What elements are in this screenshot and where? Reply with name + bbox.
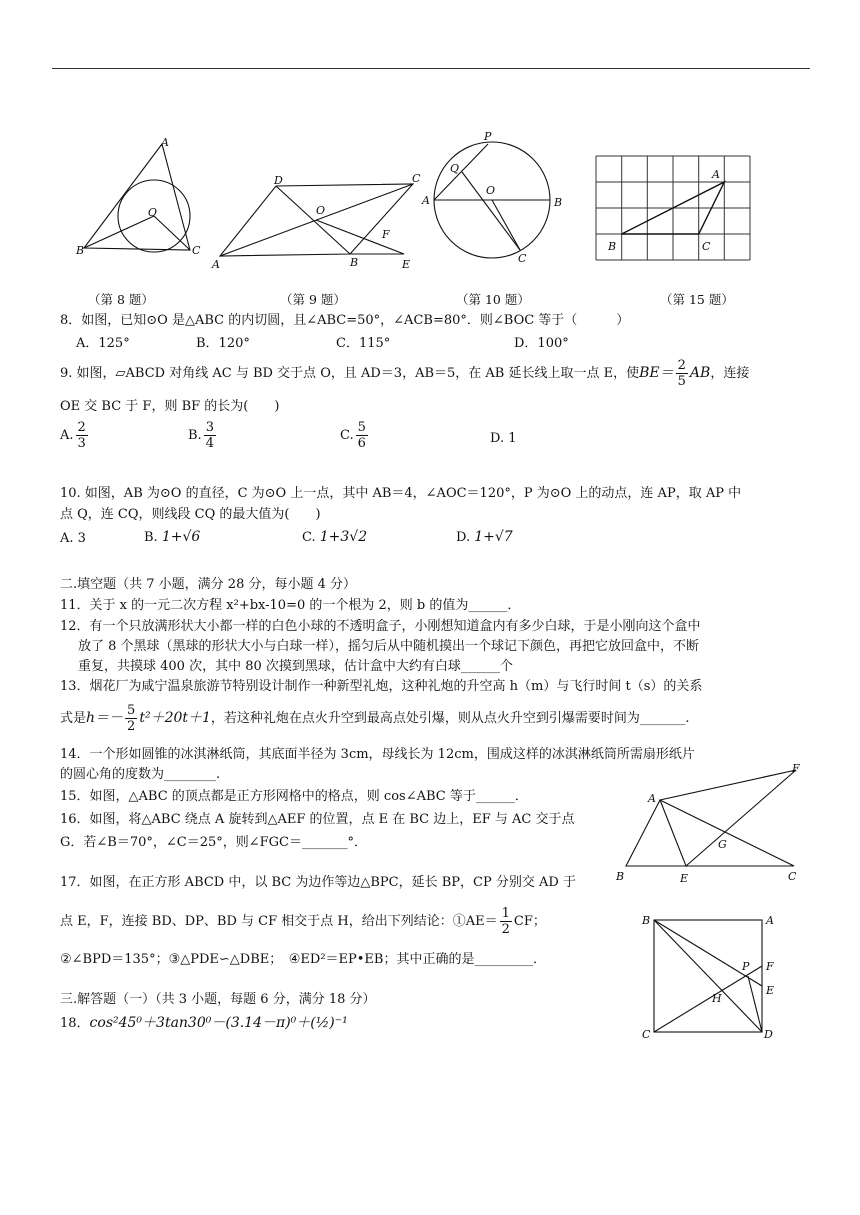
q10-option-a: A. 3 <box>60 531 86 546</box>
f8-label: A <box>161 136 169 149</box>
section-2-heading: 二.填空题（共 7 小题，满分 28 分，每小题 4 分） <box>60 577 357 592</box>
question-9-line1: 9. 如图，▱ABCD 对角线 AC 与 BD 交于点 O，且 AD＝3，AB＝5，在 AB 延长线上取一点 E，使BE＝ $\frac{2}{5}$ AB，连接 <box>60 358 750 389</box>
f16-label: B <box>616 870 625 883</box>
f16-label: G <box>718 838 727 851</box>
question-16-line: 16．如图，将△ABC 绕点 A 旋转到△AEF 的位置，点 E 在 BC 边上，EF 与 AC 交于点 <box>60 812 575 827</box>
question-15: 15．如图，△ABC 的顶点都是正方形网格中的格点，则 cos∠ABC 等于______． <box>60 789 528 804</box>
q10-option-d: D. 1+√7 <box>456 529 513 545</box>
figure-8 <box>74 136 204 260</box>
f8-label: O <box>148 206 158 219</box>
f10-label: Q <box>450 162 460 175</box>
fraction: $\frac{2}{5}$ <box>677 358 686 389</box>
figure-9 <box>208 168 428 272</box>
q8-option-a: A．125° <box>76 336 130 351</box>
f10-label: P <box>484 130 492 143</box>
question-11: 11．关于 x 的一元二次方程 x²+bx-10=0 的一个根为 2，则 b 的值为______． <box>60 598 521 613</box>
figure-caption: （第 10 题） <box>456 292 530 307</box>
question-17-line2: 点 E，F，连接 BD、DP、BD 与 CF 相交于点 H，给出下列结论：①AE＝ $\frac{1}{2}$ CF； <box>60 906 546 937</box>
figure-caption: （第 9 题） <box>280 292 346 307</box>
f17-label: H <box>712 992 722 1005</box>
f9-label: F <box>382 228 390 241</box>
q9-option-d: D. 1 <box>490 431 517 446</box>
q8-option-c: C．115° <box>336 336 391 351</box>
q9-option-b: B. $\frac{3}{4}$ <box>188 420 214 451</box>
f17-label: D <box>764 1028 773 1041</box>
f9-label: C <box>412 172 421 185</box>
f15-label: A <box>712 168 720 181</box>
q8-option-d: D．100° <box>514 336 569 351</box>
figure-caption: （第 8 题） <box>88 292 154 307</box>
f16-label: A <box>648 792 656 805</box>
q8-option-b: B．120° <box>196 336 250 351</box>
question-17-line3: ②∠BPD＝135°；③△PDE∽△DBE； ④ED²＝EP•EB；其中正确的是_________． <box>60 952 546 967</box>
question-16-line: G．若∠B＝70°，∠C＝25°，则∠FGC＝_______°． <box>60 835 367 850</box>
f17-label: C <box>642 1028 651 1041</box>
header-rule <box>52 68 810 69</box>
f9-label: O <box>316 204 326 217</box>
figure-17 <box>638 908 784 1042</box>
f17-label: P <box>742 960 750 973</box>
f10-label: O <box>486 184 496 197</box>
question-13-line1: 13．烟花厂为咸宁温泉旅游节特别设计制作一种新型礼炮，这种礼炮的升空高 h（m）与飞行时间 t（s）的关系 <box>60 679 703 694</box>
question-12-line: 重复，共摸球 400 次，其中 80 次摸到黑球，估计盒中大约有白球______个 <box>78 659 513 674</box>
f16-label: C <box>788 870 797 883</box>
f17-label: B <box>642 914 651 927</box>
figure-15 <box>590 150 756 272</box>
f10-label: B <box>554 196 563 209</box>
question-9-line2: OE 交 BC 于 F，则 BF 的长为( ) <box>60 399 280 414</box>
f10-label: C <box>518 252 527 265</box>
f17-label: F <box>766 960 774 973</box>
q9-option-a: A. $\frac{2}{3}$ <box>60 420 86 451</box>
question-10-line2: 点 Q，连 CQ，则线段 CQ 的最大值为( ) <box>60 507 321 522</box>
question-10-line1: 10. 如图，AB 为⊙O 的直径，C 为⊙O 上一点，其中 AB＝4，∠AOC＝120°，P 为⊙O 上的动点，连 AP，取 AP 中 <box>60 486 742 501</box>
f17-label: A <box>766 914 774 927</box>
q10-option-c: C. 1+3√2 <box>302 529 368 545</box>
f9-label: B <box>350 256 359 269</box>
f16-label: F <box>792 762 800 775</box>
f15-label: B <box>608 240 617 253</box>
question-17-line1: 17．如图，在正方形 ABCD 中，以 BC 为边作等边△BPC，延长 BP，CP 分别交 AD 于 <box>60 875 576 890</box>
question-14-line: 的圆心角的度数为________. <box>60 767 221 782</box>
f9-label: D <box>274 174 283 187</box>
q10-option-b: B. 1+√6 <box>144 529 201 545</box>
question-13-line2: 式是h＝－ $\frac{5}{2}$ t²＋20t＋1，若这种礼炮在点火升空到最高点处引爆，则从点火升空到引爆需要时间为_______. <box>60 703 690 734</box>
question-8-text: 8．如图，已知⊙O 是△ABC 的内切圆，且∠ABC=50°，∠ACB=80°．则∠BOC 等于（ ） <box>60 313 630 328</box>
question-12-line: 放了 8 个黑球（黑球的形状大小与白球一样），摇匀后从中随机摸出一个球记下颜色，再把它放回盒中，不断 <box>78 639 700 654</box>
f10-label: A <box>422 194 430 207</box>
f8-label: C <box>192 244 201 257</box>
f9-label: A <box>212 258 220 271</box>
figure-caption: （第 15 题） <box>660 292 734 307</box>
f15-label: C <box>702 240 711 253</box>
q9-option-c: C. $\frac{5}{6}$ <box>340 420 366 451</box>
f8-label: B <box>76 244 85 257</box>
question-18: 18．cos²45⁰＋3tan30⁰－(3.14－π)⁰＋(½)⁻¹ <box>60 1015 348 1031</box>
figure-16 <box>612 762 812 886</box>
question-14-line: 14．一个形如圆锥的冰淇淋纸筒，其底面半径为 3cm，母线长为 12cm，围成这样的冰淇淋纸筒所需扇形纸片 <box>60 747 695 762</box>
f17-label: E <box>766 984 775 997</box>
figure-10 <box>418 128 568 268</box>
f16-label: E <box>680 872 689 885</box>
section-3-heading: 三.解答题（一）（共 3 小题，每题 6 分，满分 18 分） <box>60 992 376 1007</box>
question-12-line: 12．有一个只放满形状大小都一样的白色小球的不透明盒子，小刚想知道盒内有多少白球，于是小刚向这个盒中 <box>60 619 701 634</box>
f9-label: E <box>402 258 411 271</box>
